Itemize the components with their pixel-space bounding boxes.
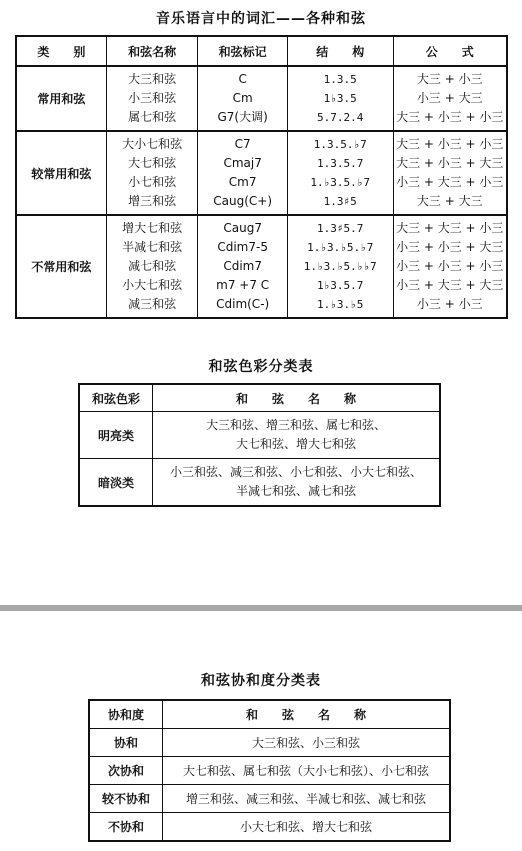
structures-cell — [287, 215, 393, 318]
formula: 小三 + 大三 — [416, 91, 483, 105]
structures-cell — [287, 131, 393, 215]
header-chord-name: 和弦名称 — [106, 36, 198, 66]
category-less-common: 较常用和弦 — [16, 131, 106, 215]
table-header-row — [79, 384, 440, 412]
category-uncommon: 不常用和弦 — [16, 215, 106, 318]
chord-name: 大三和弦 — [128, 72, 177, 86]
chord-names-cell: 大三和弦、小三和弦 — [163, 729, 451, 757]
table-row — [79, 412, 440, 459]
structure: 1.3♯5.7 — [317, 222, 364, 235]
chord-names-cell: 小大七和弦、增大七和弦 — [239, 820, 372, 834]
formula: 大三 + 小三 + 小三 — [396, 137, 504, 151]
chord-color-table — [78, 383, 441, 507]
chord-symbol: Cm7 — [228, 175, 257, 189]
structure: 1.♭3.♭5 — [317, 298, 364, 311]
chord-symbols-cell — [198, 66, 288, 131]
header-category: 类 别 — [16, 36, 106, 66]
color-label-dark: 暗淡类 — [79, 459, 153, 507]
consonance-label: 不协和 — [89, 813, 163, 842]
header-chord-names: 和 弦 名 称 — [153, 384, 441, 412]
chord-symbols-cell — [198, 215, 288, 318]
formula: 大三 + 大三 — [416, 194, 483, 208]
consonance-table-title: 和弦协和度分类表 — [201, 673, 321, 689]
formula: 小三 + 小三 + 大三 — [396, 240, 504, 254]
chord-symbol: Cmaj7 — [223, 156, 262, 170]
header-chord-names: 和 弦 名 称 — [163, 700, 451, 729]
structure: 1♭3.5 — [323, 92, 357, 105]
table-row — [89, 785, 450, 813]
table-row — [16, 131, 507, 215]
section-divider — [0, 605, 522, 611]
header-chord-color: 和弦色彩 — [79, 384, 153, 412]
chord-names-line: 大七和弦、增大七和弦 — [235, 437, 356, 451]
structure: 1.3.5.♭7 — [313, 138, 367, 151]
chord-symbol: Cdim7 — [223, 259, 262, 273]
table-row — [89, 757, 450, 785]
chord-names-line: 小三和弦、减三和弦、小七和弦、小大七和弦、 — [169, 465, 422, 479]
structure: 1.3.5 — [323, 73, 357, 86]
chord-symbol: C — [238, 72, 247, 86]
structure: 1♭3.5.7 — [317, 279, 364, 292]
formulas-cell — [393, 215, 507, 318]
chord-name: 大七和弦 — [128, 156, 177, 170]
chord-symbol: Cdim(C-) — [216, 297, 270, 311]
structure: 1.♭3.♭5.♭7 — [307, 241, 374, 254]
structure: 1.3.5.7 — [317, 157, 364, 170]
chord-name: 减三和弦 — [128, 297, 177, 311]
chord-names-cell — [106, 131, 198, 215]
color-table-title: 和弦色彩分类表 — [208, 359, 314, 375]
chord-names-line: 半减七和弦、减七和弦 — [235, 484, 356, 498]
structures-cell — [287, 66, 393, 131]
consonance-label: 较不协和 — [89, 785, 163, 813]
chord-symbol: Cdim7-5 — [217, 240, 268, 254]
chord-symbol: Cm — [232, 91, 253, 105]
chord-names-line: 大三和弦、增三和弦、属七和弦、 — [205, 418, 386, 432]
header-chord-symbol: 和弦标记 — [198, 36, 288, 66]
formula: 小三 + 大三 + 大三 — [396, 278, 504, 292]
table-row — [89, 729, 450, 757]
chord-names-cell — [106, 66, 198, 131]
consonance-label: 协和 — [89, 729, 163, 757]
chord-names-cell — [106, 215, 198, 318]
formulas-cell — [393, 66, 507, 131]
formula: 小三 + 小三 + 小三 — [396, 259, 504, 273]
chord-name: 增三和弦 — [128, 194, 177, 208]
table-header-row — [89, 700, 450, 729]
table-row — [89, 813, 450, 842]
chord-name: 小大七和弦 — [122, 278, 183, 292]
consonance-table — [88, 699, 451, 842]
chord-name: 小三和弦 — [128, 91, 177, 105]
chord-names-cell — [153, 412, 441, 459]
formula: 大三 + 小三 — [416, 72, 483, 86]
structure: 1.♭3.5.♭7 — [310, 176, 371, 189]
chord-name: 减七和弦 — [128, 259, 177, 273]
chord-name: 大小七和弦 — [122, 137, 183, 151]
table-header-row — [16, 36, 507, 66]
chord-name: 半减七和弦 — [122, 240, 183, 254]
chord-symbol: G7(大调) — [217, 110, 268, 124]
chord-symbol: Caug7 — [223, 221, 262, 235]
table-row — [79, 459, 440, 507]
header-consonance: 协和度 — [89, 700, 163, 729]
chord-symbol: C7 — [234, 137, 251, 151]
category-common: 常用和弦 — [16, 66, 106, 131]
chord-names-cell: 大七和弦、属七和弦（大小七和弦）、小七和弦 — [163, 757, 451, 785]
formulas-cell — [393, 131, 507, 215]
structure: 1.3♯5 — [323, 195, 357, 208]
chord-name: 属七和弦 — [128, 110, 177, 124]
chord-name: 小七和弦 — [128, 175, 177, 189]
formula: 大三 + 大三 + 小三 — [396, 221, 504, 235]
structure: 1.♭3.♭5.♭♭7 — [303, 260, 377, 273]
chord-names-cell — [153, 459, 441, 507]
table-row — [16, 66, 507, 131]
chord-table-title: 音乐语言中的词汇——各种和弦 — [156, 11, 366, 27]
formula: 小三 + 大三 + 小三 — [396, 175, 504, 189]
color-label-bright: 明亮类 — [79, 412, 153, 459]
formula: 大三 + 小三 + 大三 — [396, 156, 504, 170]
header-formula: 公 式 — [393, 36, 507, 66]
header-structure: 结 构 — [287, 36, 393, 66]
chord-types-table — [15, 35, 508, 319]
formula: 大三 + 小三 + 小三 — [396, 110, 504, 124]
chord-symbols-cell — [198, 131, 288, 215]
structure: 5.7.2.4 — [317, 111, 364, 124]
chord-symbol: Caug(C+) — [213, 194, 273, 208]
table-row — [16, 215, 507, 318]
consonance-label: 次协和 — [89, 757, 163, 785]
chord-names-cell: 增三和弦、减三和弦、半减七和弦、减七和弦 — [163, 785, 451, 813]
chord-name: 增大七和弦 — [122, 221, 183, 235]
formula: 小三 + 小三 — [416, 297, 483, 311]
chord-symbol: m7 +7 C — [216, 278, 270, 292]
